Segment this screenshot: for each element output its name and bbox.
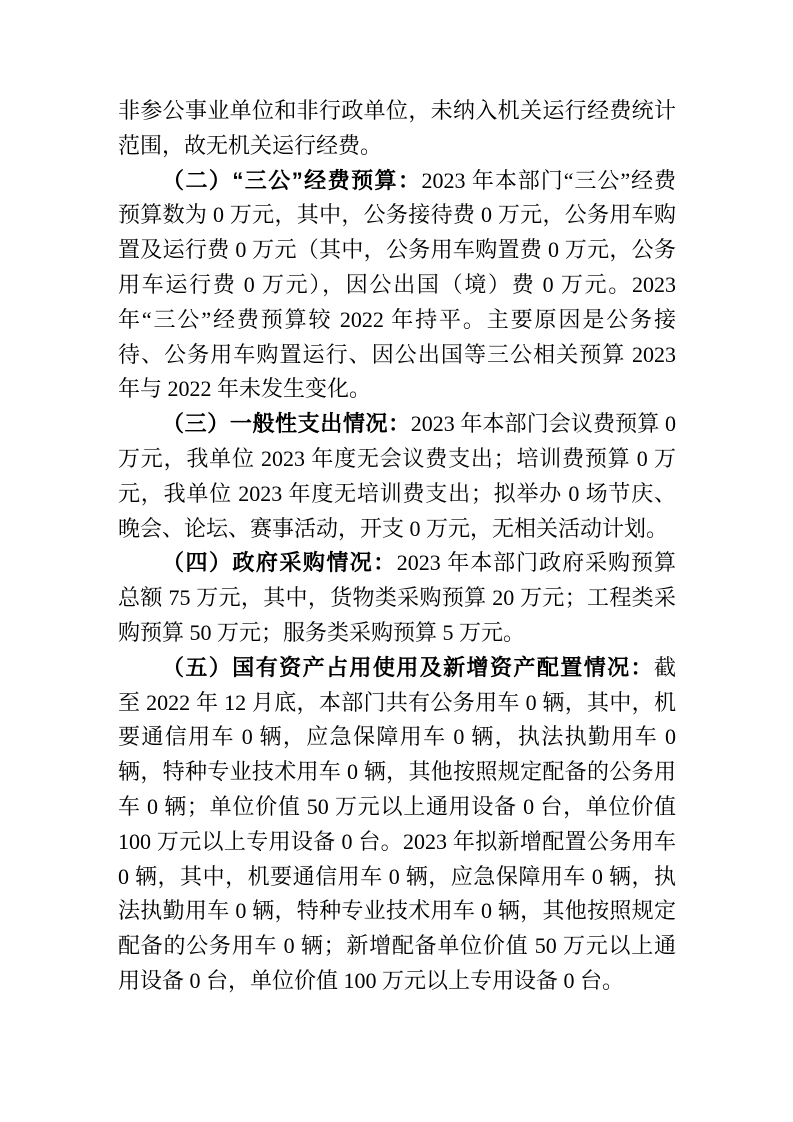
paragraph-text: 非参公事业单位和非行政单位，未纳入机关运行经费统计范围，故无机关运行经费。 — [118, 98, 676, 158]
paragraph-section-4 — [118, 546, 676, 650]
section-heading-three-public-funds: （二）“三公”经费预算： — [162, 167, 422, 193]
paragraph-section-5 — [118, 651, 676, 999]
paragraph-text: 2023 年本部门政府采购预算总额 75 万元，其中，货物类采购预算 20 万元；工程类采购预算 50 万元；服务类采购预算 5 万元。 — [118, 550, 676, 645]
paragraph-section-2 — [118, 164, 676, 408]
section-heading-state-assets: （五）国有资产占用使用及新增资产配置情况： — [162, 654, 654, 680]
paragraph-text: 截至 2022 年 12 月底，本部门共有公务用车 0 辆，其中，机要通信用车 0 辆，应急保障用车 0 辆，执法执勤用车 0 辆，特种专业技术用车 0 辆，其他按照规定配备的公务用车 0 辆；单位价值 50 万元以上通用设备 0 台，单位价值 100 万元以上专用设备 0 台。2023 年拟新增配置公务用车 0 辆，其中，机要通信用车 0 辆，应急保障用车 0 辆，执法执勤用车 0 辆，特种专业技术用车 0 辆，其他按照规定配备的公务用车 0 辆；新增配备单位价值 50 万元以上通用设备 0 台，单位价值 100 万元以上专用设备 0 台。 — [118, 654, 676, 993]
paragraph-text: 2023 年本部门“三公”经费预算数为 0 万元，其中，公务接待费 0 万元，公务用车购置及运行费 0 万元（其中，公务用车购置费 0 万元，公务用车运行费 0 万元），因公出国（境）费 0 万元。2023 年“三公”经费预算较 2022 年持平。主要原因是公务接待、公务用车购置运行、因公出国等三公相关预算 2023 年与 2022 年未发生变化。 — [118, 167, 676, 402]
section-heading-general-expenditure: （三）一般性支出情况： — [162, 411, 411, 437]
paragraph-continuation — [118, 94, 676, 164]
paragraph-text: 2023 年本部门会议费预算 0 万元，我单位 2023 年度无会议费支出；培训费预算 0 万元，我单位 2023 年度无培训费支出；拟举办 0 场节庆、晚会、论坛、赛事活动，开支 0 万元，无相关活动计划。 — [118, 411, 676, 541]
document-content — [118, 94, 676, 999]
section-heading-government-procurement: （四）政府采购情况： — [162, 550, 397, 576]
paragraph-section-3 — [118, 407, 676, 546]
